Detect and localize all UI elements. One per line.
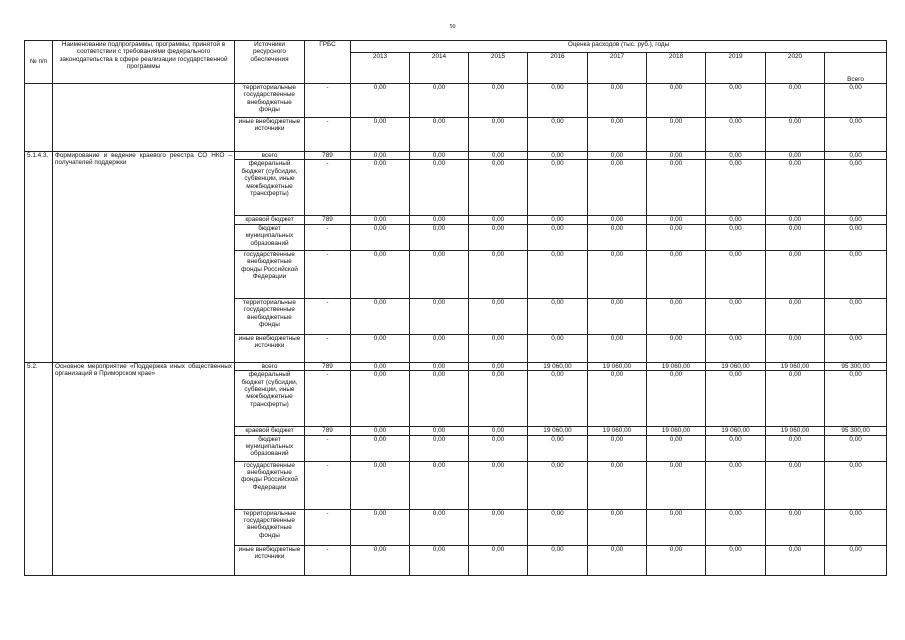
year-value: 0,00: [588, 216, 647, 224]
year-value: 0,00: [647, 250, 706, 298]
year-value: 0,00: [588, 371, 647, 427]
year-value: 0,00: [647, 84, 706, 118]
year-value: 0,00: [706, 461, 766, 509]
grbs-code: -: [305, 224, 351, 250]
year-value: 0,00: [351, 84, 410, 118]
year-value: 0,00: [469, 250, 528, 298]
year-value: 19 060,00: [528, 427, 588, 435]
year-value: 0,00: [351, 152, 410, 160]
funding-source: территориальные государственные внебюджетные фонды: [235, 509, 305, 545]
grbs-code: -: [305, 84, 351, 118]
year-value: 0,00: [706, 216, 766, 224]
year-value: 19 060,00: [588, 362, 647, 370]
year-value: 0,00: [766, 250, 825, 298]
year-value: 0,00: [528, 461, 588, 509]
year-value: 0,00: [351, 362, 410, 370]
year-value: 0,00: [410, 118, 469, 152]
header-year: 2020: [766, 53, 825, 84]
year-value: 0,00: [766, 216, 825, 224]
year-value: 0,00: [410, 152, 469, 160]
year-value: 0,00: [647, 371, 706, 427]
year-value: 0,00: [410, 362, 469, 370]
year-value: 0,00: [469, 152, 528, 160]
header-year: 2019: [706, 53, 766, 84]
year-value: 0,00: [588, 160, 647, 216]
funding-source: иные внебюджетные источники: [235, 334, 305, 362]
year-value: 19 060,00: [766, 427, 825, 435]
year-value: 0,00: [528, 216, 588, 224]
year-value: 0,00: [588, 298, 647, 334]
year-value: 0,00: [351, 545, 410, 575]
year-value: 0,00: [706, 152, 766, 160]
year-value: 0,00: [469, 545, 528, 575]
total-value: 0,00: [825, 152, 887, 160]
year-value: 0,00: [469, 371, 528, 427]
year-value: 0,00: [588, 509, 647, 545]
year-value: 0,00: [706, 84, 766, 118]
funding-source: иные внебюджетные источники: [235, 118, 305, 152]
year-value: 0,00: [351, 371, 410, 427]
total-value: 0,00: [825, 298, 887, 334]
funding-source: федеральный бюджет (субсидии, субвенции, иные межбюджетные трансферты): [235, 371, 305, 427]
year-value: 0,00: [528, 509, 588, 545]
funding-source: территориальные государственные внебюджетные фонды: [235, 84, 305, 118]
year-value: 0,00: [351, 334, 410, 362]
year-value: 0,00: [706, 298, 766, 334]
funding-source: всего: [235, 152, 305, 160]
funding-source: государственные внебюджетные фонды Российской Федерации: [235, 250, 305, 298]
total-value: 0,00: [825, 224, 887, 250]
grbs-code: -: [305, 118, 351, 152]
year-value: 0,00: [647, 435, 706, 461]
year-value: 0,00: [706, 435, 766, 461]
year-value: 0,00: [469, 334, 528, 362]
grbs-code: -: [305, 371, 351, 427]
year-value: 0,00: [410, 545, 469, 575]
row-name: [53, 84, 235, 152]
year-value: 0,00: [528, 545, 588, 575]
year-value: 0,00: [469, 118, 528, 152]
year-value: 0,00: [410, 435, 469, 461]
year-value: 0,00: [528, 84, 588, 118]
total-value: 0,00: [825, 84, 887, 118]
year-value: 0,00: [647, 224, 706, 250]
funding-source: всего: [235, 362, 305, 370]
table-row: [25, 84, 887, 118]
year-value: 0,00: [647, 298, 706, 334]
total-value: 0,00: [825, 334, 887, 362]
header-year: 2014: [410, 53, 469, 84]
year-value: 0,00: [766, 152, 825, 160]
header-year: 2017: [588, 53, 647, 84]
total-value: 0,00: [825, 216, 887, 224]
year-value: 0,00: [469, 298, 528, 334]
year-value: 0,00: [588, 461, 647, 509]
total-value: 0,00: [825, 160, 887, 216]
year-value: 0,00: [588, 435, 647, 461]
grbs-code: -: [305, 298, 351, 334]
year-value: 0,00: [766, 160, 825, 216]
row-name: Формирование и ведение краевого реестра СО НКО – получателей поддержки: [53, 152, 235, 363]
year-value: 0,00: [647, 160, 706, 216]
year-value: 0,00: [706, 334, 766, 362]
year-value: 0,00: [588, 84, 647, 118]
year-value: 0,00: [706, 250, 766, 298]
year-value: 0,00: [351, 250, 410, 298]
grbs-code: -: [305, 334, 351, 362]
year-value: 19 060,00: [647, 427, 706, 435]
row-number: [25, 84, 53, 152]
year-value: 0,00: [647, 152, 706, 160]
year-value: 0,00: [410, 224, 469, 250]
year-value: 0,00: [766, 84, 825, 118]
header-year: 2016: [528, 53, 588, 84]
year-value: 0,00: [528, 371, 588, 427]
page-number: 50: [449, 24, 456, 30]
year-value: 0,00: [706, 371, 766, 427]
grbs-code: 789: [305, 362, 351, 370]
year-value: 0,00: [410, 298, 469, 334]
grbs-code: -: [305, 250, 351, 298]
year-value: 0,00: [528, 334, 588, 362]
year-value: 19 060,00: [766, 362, 825, 370]
year-value: 0,00: [351, 216, 410, 224]
year-value: 0,00: [588, 545, 647, 575]
year-value: 0,00: [351, 509, 410, 545]
total-value: 0,00: [825, 250, 887, 298]
header-year: 2013: [351, 53, 410, 84]
year-value: 0,00: [351, 427, 410, 435]
funding-source: иные внебюджетные источники: [235, 545, 305, 575]
year-value: 0,00: [588, 118, 647, 152]
year-value: 0,00: [647, 461, 706, 509]
year-value: 0,00: [469, 160, 528, 216]
funding-source: федеральный бюджет (субсидии, субвенции, иные межбюджетные трансферты): [235, 160, 305, 216]
year-value: 0,00: [469, 461, 528, 509]
total-value: 0,00: [825, 371, 887, 427]
year-value: 0,00: [351, 224, 410, 250]
year-value: 0,00: [528, 152, 588, 160]
year-value: 0,00: [469, 224, 528, 250]
year-value: 0,00: [588, 250, 647, 298]
year-value: 0,00: [588, 152, 647, 160]
grbs-code: 789: [305, 152, 351, 160]
year-value: 0,00: [469, 84, 528, 118]
year-value: 19 060,00: [528, 362, 588, 370]
header-total: Всего: [825, 53, 887, 84]
year-value: 0,00: [766, 334, 825, 362]
funding-source: территориальные государственные внебюджетные фонды: [235, 298, 305, 334]
grbs-code: -: [305, 461, 351, 509]
year-value: 0,00: [766, 118, 825, 152]
total-value: 0,00: [825, 461, 887, 509]
year-value: 0,00: [351, 435, 410, 461]
year-value: 0,00: [469, 362, 528, 370]
year-value: 0,00: [410, 371, 469, 427]
row-number: 5.1.4.3.: [25, 152, 53, 363]
year-value: 0,00: [528, 250, 588, 298]
year-value: 0,00: [410, 250, 469, 298]
year-value: 0,00: [528, 118, 588, 152]
row-number: 5.2.: [25, 362, 53, 575]
grbs-code: 789: [305, 216, 351, 224]
funding-source: краевой бюджет: [235, 216, 305, 224]
year-value: 0,00: [706, 224, 766, 250]
year-value: 19 060,00: [706, 362, 766, 370]
year-value: 0,00: [588, 224, 647, 250]
funding-source: краевой бюджет: [235, 427, 305, 435]
year-value: 0,00: [647, 216, 706, 224]
year-value: 0,00: [647, 509, 706, 545]
year-value: 0,00: [766, 298, 825, 334]
header-source: Источники ресурсного обеспечения: [235, 41, 305, 84]
year-value: 0,00: [469, 427, 528, 435]
year-value: 0,00: [766, 224, 825, 250]
year-value: 0,00: [528, 224, 588, 250]
year-value: 0,00: [766, 461, 825, 509]
year-value: 0,00: [647, 118, 706, 152]
year-value: 0,00: [706, 160, 766, 216]
year-value: 0,00: [410, 84, 469, 118]
grbs-code: -: [305, 509, 351, 545]
grbs-code: -: [305, 160, 351, 216]
total-value: 95 300,00: [825, 362, 887, 370]
grbs-code: -: [305, 545, 351, 575]
header-num: № п/п: [25, 41, 53, 84]
year-value: 0,00: [469, 435, 528, 461]
year-value: 0,00: [588, 334, 647, 362]
year-value: 0,00: [469, 216, 528, 224]
year-value: 0,00: [647, 334, 706, 362]
year-value: 19 060,00: [706, 427, 766, 435]
year-value: 0,00: [766, 371, 825, 427]
year-value: 0,00: [351, 461, 410, 509]
table-row: [25, 362, 887, 370]
header-estimate: Оценка расходов (тыс. руб.), годы: [351, 41, 887, 53]
funding-source: государственные внебюджетные фонды Российской Федерации: [235, 461, 305, 509]
year-value: 0,00: [410, 509, 469, 545]
total-value: 0,00: [825, 435, 887, 461]
year-value: 0,00: [706, 509, 766, 545]
total-value: 0,00: [825, 545, 887, 575]
header-name: Наименование подпрограммы, программы, принятой в соответствии с требованиями федерального законодательства в сфере реализации государственной программы: [53, 41, 235, 84]
year-value: 0,00: [469, 509, 528, 545]
year-value: 19 060,00: [647, 362, 706, 370]
year-value: 0,00: [410, 160, 469, 216]
year-value: 0,00: [766, 435, 825, 461]
year-value: 0,00: [766, 545, 825, 575]
year-value: 0,00: [351, 118, 410, 152]
year-value: 0,00: [351, 298, 410, 334]
year-value: 0,00: [766, 509, 825, 545]
year-value: 19 060,00: [588, 427, 647, 435]
year-value: 0,00: [706, 118, 766, 152]
year-value: 0,00: [410, 461, 469, 509]
table-row: [25, 152, 887, 160]
year-value: 0,00: [528, 435, 588, 461]
year-value: 0,00: [410, 216, 469, 224]
grbs-code: -: [305, 435, 351, 461]
header-year: 2015: [469, 53, 528, 84]
year-value: 0,00: [528, 298, 588, 334]
header-grbs: ГРБС: [305, 41, 351, 84]
total-value: 95 300,00: [825, 427, 887, 435]
year-value: 0,00: [706, 545, 766, 575]
year-value: 0,00: [410, 427, 469, 435]
total-value: 0,00: [825, 118, 887, 152]
row-name: Основное мероприятие «Поддержка иных общественных организаций в Приморском крае»: [53, 362, 235, 575]
year-value: 0,00: [528, 160, 588, 216]
funding-source: бюджет муниципальных образований: [235, 435, 305, 461]
year-value: 0,00: [410, 334, 469, 362]
grbs-code: 789: [305, 427, 351, 435]
year-value: 0,00: [647, 545, 706, 575]
year-value: 0,00: [351, 160, 410, 216]
funding-source: бюджет муниципальных образований: [235, 224, 305, 250]
total-value: 0,00: [825, 509, 887, 545]
header-year: 2018: [647, 53, 706, 84]
budget-table: [24, 40, 887, 576]
